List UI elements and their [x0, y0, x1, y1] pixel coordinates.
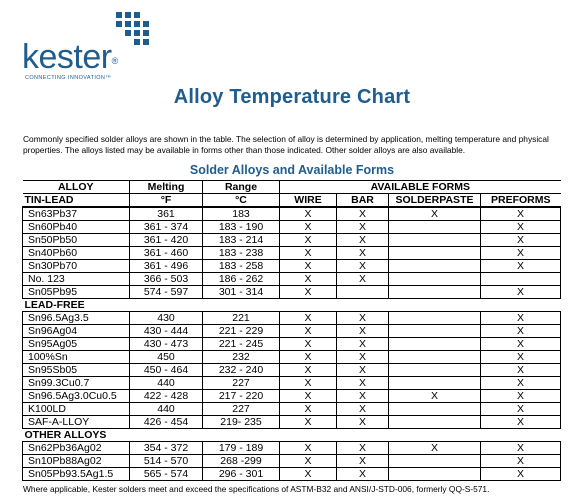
table-row	[23, 403, 561, 416]
section-header-row	[23, 429, 561, 442]
cell-range-c: 268 -299	[203, 455, 280, 468]
cell-solderpaste	[389, 416, 481, 429]
header-group-tin-lead: TIN-LEAD	[23, 194, 130, 208]
table-row	[23, 364, 561, 377]
cell-wire: X	[280, 273, 337, 286]
cell-bar: X	[337, 468, 389, 481]
cell-melting-f: 450	[130, 351, 203, 364]
cell-wire: X	[280, 221, 337, 234]
cell-wire: X	[280, 325, 337, 338]
cell-range-c: 232	[203, 351, 280, 364]
cell-solderpaste	[389, 221, 481, 234]
header-wire: WIRE	[280, 194, 337, 208]
cell-preforms: X	[481, 455, 561, 468]
cell-melting-f: 422 - 428	[130, 390, 203, 403]
cell-range-c: 186 - 262	[203, 273, 280, 286]
logo-square-grid-icon	[116, 12, 150, 46]
cell-bar: X	[337, 442, 389, 455]
cell-wire: X	[280, 312, 337, 325]
cell-range-c: 227	[203, 377, 280, 390]
cell-bar: X	[337, 234, 389, 247]
cell-melting-f: 574 - 597	[130, 286, 203, 299]
table-row	[23, 260, 561, 273]
cell-bar: X	[337, 260, 389, 273]
cell-alloy: SAF-A-LLOY	[23, 416, 130, 429]
section-header-row	[23, 299, 561, 312]
cell-range-c: 217 - 220	[203, 390, 280, 403]
logo-tagline: CONNECTING INNOVATION™	[25, 75, 112, 81]
cell-preforms: X	[481, 338, 561, 351]
cell-preforms: X	[481, 416, 561, 429]
cell-solderpaste	[389, 351, 481, 364]
cell-preforms: X	[481, 403, 561, 416]
cell-alloy: Sn96Ag04	[23, 325, 130, 338]
cell-solderpaste	[389, 247, 481, 260]
cell-preforms: X	[481, 390, 561, 403]
cell-alloy: Sn30Pb70	[23, 260, 130, 273]
cell-preforms: X	[481, 364, 561, 377]
cell-wire: X	[280, 286, 337, 299]
table-row	[23, 234, 561, 247]
cell-solderpaste	[389, 273, 481, 286]
table-subheader-row	[23, 194, 561, 208]
cell-bar: X	[337, 247, 389, 260]
cell-alloy: Sn96.5Ag3.0Cu0.5	[23, 390, 130, 403]
cell-range-c: 301 - 314	[203, 286, 280, 299]
cell-bar: X	[337, 364, 389, 377]
cell-solderpaste	[389, 338, 481, 351]
cell-melting-f: 430	[130, 312, 203, 325]
cell-range-c: 183	[203, 207, 280, 221]
cell-solderpaste	[389, 234, 481, 247]
cell-melting-f: 354 - 372	[130, 442, 203, 455]
cell-alloy: Sn05Pb93.5Ag1.5	[23, 468, 130, 481]
cell-wire: X	[280, 207, 337, 221]
cell-melting-f: 361 - 420	[130, 234, 203, 247]
cell-wire: X	[280, 468, 337, 481]
cell-solderpaste	[389, 403, 481, 416]
cell-solderpaste	[389, 312, 481, 325]
table-row	[23, 416, 561, 429]
logo-wordmark: kester®	[22, 38, 118, 76]
cell-preforms: X	[481, 468, 561, 481]
cell-bar: X	[337, 325, 389, 338]
cell-bar: X	[337, 338, 389, 351]
cell-melting-f: 430 - 444	[130, 325, 203, 338]
page-title: Alloy Temperature Chart	[173, 86, 411, 108]
cell-alloy: 100%Sn	[23, 351, 130, 364]
intro-paragraph: Commonly specified solder alloys are shown in the table. The selection of alloy is determined by application, melting temperature and physical properties. The alloys listed may be available in forms other than those indicated. Other solder alloys are also available.	[23, 134, 549, 155]
cell-preforms: X	[481, 377, 561, 390]
table-row	[23, 221, 561, 234]
cell-wire: X	[280, 416, 337, 429]
cell-bar: X	[337, 273, 389, 286]
cell-melting-f: 565 - 574	[130, 468, 203, 481]
cell-preforms: X	[481, 260, 561, 273]
cell-wire: X	[280, 455, 337, 468]
cell-range-c: 183 - 214	[203, 234, 280, 247]
cell-preforms: X	[481, 247, 561, 260]
footer-note: Where applicable, Kester solders meet and exceed the specifications of ASTM-B32 and ANSI/J-STD-006, formerly QQ-S-571.	[23, 484, 490, 494]
cell-alloy: Sn63Pb37	[23, 207, 130, 221]
cell-range-c: 183 - 190	[203, 221, 280, 234]
header-bar: BAR	[337, 194, 389, 208]
cell-bar: X	[337, 390, 389, 403]
table-row	[23, 351, 561, 364]
cell-range-c: 219- 235	[203, 416, 280, 429]
cell-alloy: Sn60Pb40	[23, 221, 130, 234]
cell-alloy: K100LD	[23, 403, 130, 416]
cell-alloy: Sn05Pb95	[23, 286, 130, 299]
cell-melting-f: 361	[130, 207, 203, 221]
cell-alloy: Sn50Pb50	[23, 234, 130, 247]
table-row	[23, 377, 561, 390]
cell-melting-f: 361 - 374	[130, 221, 203, 234]
cell-wire: X	[280, 247, 337, 260]
cell-solderpaste: X	[389, 390, 481, 403]
header-preforms: PREFORMS	[481, 194, 561, 208]
table-row	[23, 468, 561, 481]
cell-wire: X	[280, 260, 337, 273]
header-alloy: ALLOY	[23, 181, 130, 194]
cell-melting-f: 514 - 570	[130, 455, 203, 468]
table-row	[23, 286, 561, 299]
table-row	[23, 338, 561, 351]
table-row	[23, 325, 561, 338]
header-range: Range	[203, 181, 280, 194]
cell-solderpaste	[389, 286, 481, 299]
header-fahrenheit: °F	[130, 194, 203, 208]
cell-preforms: X	[481, 351, 561, 364]
cell-melting-f: 426 - 454	[130, 416, 203, 429]
cell-wire: X	[280, 234, 337, 247]
table-row	[23, 273, 561, 286]
table-row	[23, 442, 561, 455]
cell-melting-f: 361 - 460	[130, 247, 203, 260]
cell-bar	[337, 286, 389, 299]
cell-bar: X	[337, 403, 389, 416]
cell-alloy: Sn40Pb60	[23, 247, 130, 260]
cell-alloy: Sn99.3Cu0.7	[23, 377, 130, 390]
cell-alloy: Sn96.5Ag3.5	[23, 312, 130, 325]
alloy-table-body	[23, 181, 561, 481]
cell-alloy: Sn95Ag05	[23, 338, 130, 351]
header-available-forms: AVAILABLE FORMS	[280, 181, 561, 194]
cell-alloy: Sn95Sb05	[23, 364, 130, 377]
cell-wire: X	[280, 442, 337, 455]
table-subtitle: Solder Alloys and Available Forms	[189, 163, 395, 177]
kester-logo	[22, 12, 152, 82]
table-row	[23, 390, 561, 403]
cell-preforms: X	[481, 221, 561, 234]
cell-wire: X	[280, 364, 337, 377]
cell-solderpaste	[389, 260, 481, 273]
cell-range-c: 232 - 240	[203, 364, 280, 377]
cell-preforms: X	[481, 442, 561, 455]
cell-melting-f: 430 - 473	[130, 338, 203, 351]
cell-alloy: No. 123	[23, 273, 130, 286]
cell-bar: X	[337, 416, 389, 429]
header-celsius: °C	[203, 194, 280, 208]
cell-range-c: 221 - 229	[203, 325, 280, 338]
table-row	[23, 312, 561, 325]
section-header: LEAD-FREE	[23, 299, 561, 312]
cell-melting-f: 366 - 503	[130, 273, 203, 286]
cell-wire: X	[280, 390, 337, 403]
cell-range-c: 179 - 189	[203, 442, 280, 455]
cell-solderpaste	[389, 468, 481, 481]
cell-wire: X	[280, 377, 337, 390]
table-row	[23, 247, 561, 260]
cell-alloy: Sn10Pb88Ag02	[23, 455, 130, 468]
cell-bar: X	[337, 221, 389, 234]
cell-melting-f: 440	[130, 403, 203, 416]
cell-bar: X	[337, 377, 389, 390]
alloy-table	[22, 180, 561, 481]
cell-range-c: 221 - 245	[203, 338, 280, 351]
header-solderpaste: SOLDERPASTE	[389, 194, 481, 208]
cell-bar: X	[337, 207, 389, 221]
table-row	[23, 207, 561, 221]
cell-preforms	[481, 273, 561, 286]
cell-alloy: Sn62Pb36Ag02	[23, 442, 130, 455]
cell-melting-f: 440	[130, 377, 203, 390]
section-header: OTHER ALLOYS	[23, 429, 561, 442]
table-header-row	[23, 181, 561, 194]
cell-solderpaste	[389, 377, 481, 390]
cell-solderpaste: X	[389, 207, 481, 221]
cell-preforms: X	[481, 207, 561, 221]
cell-range-c: 296 - 301	[203, 468, 280, 481]
cell-solderpaste	[389, 455, 481, 468]
cell-bar: X	[337, 351, 389, 364]
cell-solderpaste	[389, 364, 481, 377]
cell-range-c: 183 - 238	[203, 247, 280, 260]
cell-range-c: 227	[203, 403, 280, 416]
cell-range-c: 183 - 258	[203, 260, 280, 273]
cell-wire: X	[280, 351, 337, 364]
cell-preforms: X	[481, 312, 561, 325]
cell-preforms: X	[481, 325, 561, 338]
cell-bar: X	[337, 312, 389, 325]
cell-range-c: 221	[203, 312, 280, 325]
table-row	[23, 455, 561, 468]
cell-bar: X	[337, 455, 389, 468]
cell-solderpaste: X	[389, 442, 481, 455]
cell-melting-f: 450 - 464	[130, 364, 203, 377]
cell-wire: X	[280, 403, 337, 416]
cell-melting-f: 361 - 496	[130, 260, 203, 273]
cell-preforms: X	[481, 234, 561, 247]
cell-preforms: X	[481, 286, 561, 299]
cell-wire: X	[280, 338, 337, 351]
cell-solderpaste	[389, 325, 481, 338]
header-melting: Melting	[130, 181, 203, 194]
